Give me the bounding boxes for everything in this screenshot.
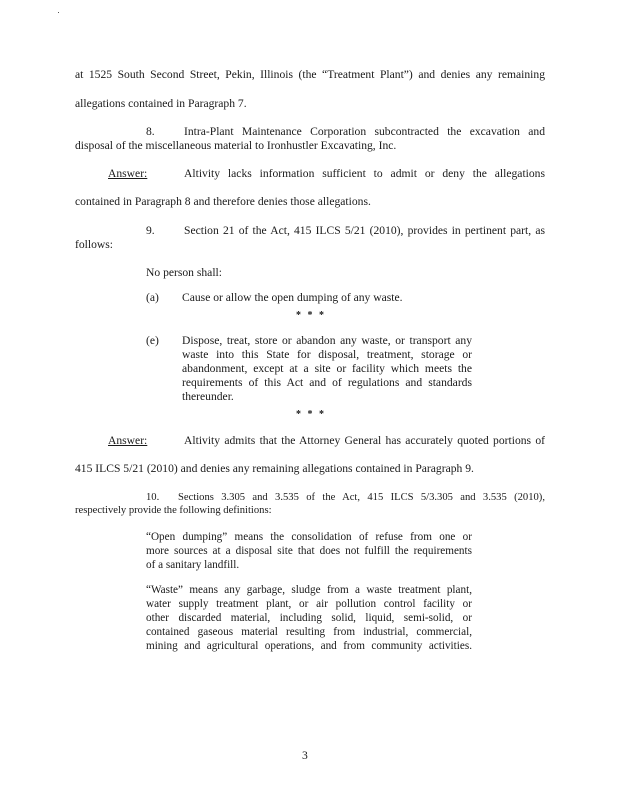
para9-intro: No person shall: — [146, 266, 222, 279]
para8-number: 8. — [146, 125, 155, 138]
para9-number: 9. — [146, 224, 155, 237]
para9-line2: follows: — [75, 238, 114, 251]
answer8-line1: Altivity lacks information sufficient to admit or deny the allegations — [184, 167, 545, 180]
para9-line1: Section 21 of the Act, 415 ILCS 5/21 (2010), provides in pertinent part, as — [184, 224, 545, 237]
para9-a-label: (a) — [146, 291, 159, 304]
para9-e-line4: requirements of this Act and of regulations and standards — [182, 376, 472, 389]
def-waste-line5: mining and agricultural operations, and from community activities. — [146, 640, 472, 652]
def-waste-line4: contained gaseous material resulting from industrial, commercial, — [146, 626, 472, 638]
ellipsis-stars-1: * * * — [296, 310, 326, 321]
scan-speck — [58, 12, 59, 13]
para10-line1: Sections 3.305 and 3.535 of the Act, 415 ILCS 5/3.305 and 3.535 (2010), — [178, 492, 545, 503]
para7-line1: at 1525 South Second Street, Pekin, Illinois (the “Treatment Plant”) and denies any remaining — [75, 68, 545, 81]
def-open-dumping-line1: “Open dumping” means the consolidation of refuse from one or — [146, 531, 472, 543]
ellipsis-stars-2: * * * — [296, 409, 326, 420]
answer9-line1: Altivity admits that the Attorney General has accurately quoted portions of — [184, 434, 545, 447]
para8-line2: disposal of the miscellaneous material to Ironhustler Excavating, Inc. — [75, 139, 397, 152]
para7-line2: allegations contained in Paragraph 7. — [75, 97, 247, 110]
para9-e-line1: Dispose, treat, store or abandon any waste, or transport any — [182, 334, 472, 347]
para9-e-line5: thereunder. — [182, 390, 234, 403]
def-waste-line1: “Waste” means any garbage, sludge from a waste treatment plant, — [146, 584, 472, 596]
def-open-dumping-line2: more sources at a disposal site that does not fulfill the requirements — [146, 545, 472, 557]
para10-number: 10. — [146, 492, 160, 503]
answer9-line2: 415 ILCS 5/21 (2010) and denies any remaining allegations contained in Paragraph 9. — [75, 462, 474, 475]
para9-e-label: (e) — [146, 334, 159, 347]
para9-a-text: Cause or allow the open dumping of any waste. — [182, 291, 403, 304]
para9-e-line2: waste into this State for disposal, treatment, storage or — [182, 348, 472, 361]
answer8-label: Answer: — [108, 167, 148, 180]
answer9-label: Answer: — [108, 434, 148, 447]
para9-e-line3: abandonment, except at a site or facility which meets the — [182, 362, 472, 375]
def-open-dumping-line3: of a sanitary landfill. — [146, 559, 240, 571]
def-waste-line3: other discarded material, including solid, liquid, semi-solid, or — [146, 612, 472, 624]
para10-line2: respectively provide the following definitions: — [75, 505, 272, 516]
para8-line1: Intra-Plant Maintenance Corporation subcontracted the excavation and — [184, 125, 545, 138]
page-number: 3 — [302, 749, 308, 762]
answer8-line2: contained in Paragraph 8 and therefore denies those allegations. — [75, 195, 371, 208]
def-waste-line2: water supply treatment plant, or air pollution control facility or — [146, 598, 472, 610]
